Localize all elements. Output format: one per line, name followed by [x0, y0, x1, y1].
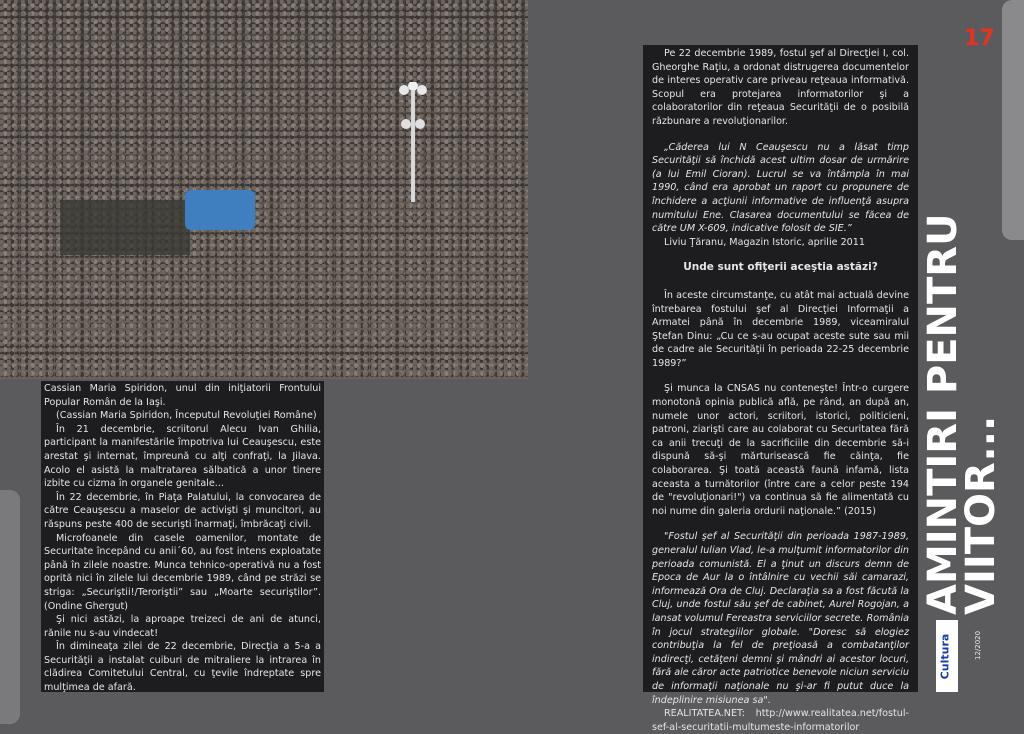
magazine-logo [936, 620, 958, 692]
blue-truck [185, 190, 255, 230]
crowd-vehicle [60, 200, 190, 255]
logo-text: Cultura [938, 633, 952, 680]
paragraph: În dimineaţa zilei de 22 decembrie, Direcţia a 5-a a Securităţii a instalat cuiburi de mitraliere la intrarea în clădirea Comitetului Central, cu ţevile îndreptate spre mulţimea de afară. [44, 641, 321, 694]
section-title [920, 213, 1004, 615]
paragraph: În aceste circumstanţe, cu atât mai actuală devine întrebarea fostului şef al Direcţiei Informaţii a Armatei până în decembrie 1989, viceamiralul Ştefan Dinu: „Cu ce s-au ocupat aceste sute sau mii de cadre ale Securităţii în perioada 22-25 decembrie 1989?” [652, 289, 909, 369]
quote-source: REALITATEA.NET: http://www.realitatea.net/fostul-sef-al-securitatii-multumeste-informatorilor [652, 708, 909, 733]
street-lamp [398, 82, 428, 202]
page-edge-tab-left [0, 490, 20, 724]
quote: "Fostul şef al Securităţii din perioada 1987-1989, generalul Iulian Vlad, le-a mulţumit informatorilor din perioada comunistă. El a ţinut un discurs demn de Epoca de Aur la o întâlnire cu vechii săi camarazi, informează Ora de Cluj. Declaraţia sa a fost făcută la Cluj, unde fostul său şef de cabinet, Aurel Rogojan, a lansat volumul Fereastra serviciilor secrete. România în jocul strategiilor globale. "Doresc să elogiez contribuţia la fel de preţioasă a combatanţilor indirecţi, cetăţeni demni şi mândri ai acestor locuri, fără ale căror acte patriotice benevole niciun serviciu de informaţii naţionale nu şi-ar fi putut duce la îndeplinire misiunea sa". [652, 531, 909, 706]
right-text-column [643, 45, 918, 733]
title-line: AMINTIRI PENTRU [920, 213, 966, 615]
paragraph: În 22 decembrie, în Piaţa Palatului, la convocarea de către Ceauşescu a maselor de activişti şi muncitori, au răspuns peste 400 de securişti înarmaţi, îmbrăcaţi civil. [44, 491, 321, 530]
page-edge-tab [1002, 0, 1024, 240]
paragraph: Pe 22 decembrie 1989, fostul şef al Direcţiei I, col. Gheorghe Raţiu, a ordonat distrugerea documentelor de interes operativ care priveau reţeaua informativă. Scopul era protejarea informatorilor şi a colaboratorilor din reţeaua Securităţii de o posibilă răzbunare a revoluţionarilor. [652, 48, 909, 127]
issue-date: 12/2020 [974, 630, 982, 660]
paragraph: Microfoanele din casele oamenilor, montate de Securitate începând cu anii´60, au fost intens exploatate până în zilele noastre. Munca tehnico-operativă nu a fost oprită nici în zilele lui decembrie 1989, când pe străzi se striga: „Securiştii!/Teroriştii” sau „Moarte securiştilor”. (Ondine Ghergut) [44, 532, 321, 612]
paragraph: Şi munca la CNSAS nu conteneşte! Într-o curgere monotonă opinia publică află, pe rând, an după an, numele unor actori, scriitori, istorici, politicieni, patroni, ziarişti care au colaborat cu Securitatea fără ca anii trecuţi de la sacrificiile din decembrie să-i dispună să-şi mărturisească fie căinţa, fie colaborarea. Şi toată această faună infamă, lista aceasta a turnătorilor (între care a celor peste 194 de "revoluţionari!") va continua să fie alimentată cu noi nume din galeria ordurii naţionale.” (2015) [652, 383, 909, 517]
paragraph: Cassian Maria Spiridon, unul din iniţiatorii Frontului Popular Român de la Iaşi. [44, 383, 321, 408]
paragraph: În 21 decembrie, scriitorul Alecu Ivan Ghilia, participant la manifestările împotriva lui Ceauşescu, este arestat şi internat, împreună cu alţi confraţi, la Jilava. Acolo el asistă la maltratarea sălbatică a unor tinere izbite cu cizma în organele genitale... [44, 423, 321, 490]
title-line: VIITOR... [958, 415, 1004, 615]
paragraph: (Cassian Maria Spiridon, Începutul Revoluţiei Române) [56, 410, 317, 422]
section-heading: Unde sunt ofiţerii aceştia astăzi? [683, 261, 878, 274]
crowd-photo [0, 0, 528, 379]
quote: „Căderea lui N Ceauşescu nu a lăsat timp Securităţii să închidă acest ultim dosar de urmărire (a lui Emil Cioran). Lucrul se va întâmpla în mai 1990, când era aprobat un raport cu propunere de închidere a acţiunii informative de influenţă asupra numitului Ene. Clasarea documentului se făcea de către UM X-609, indicative folosit de SIE.” [652, 141, 909, 235]
paragraph: Şi nici astăzi, la aproape treizeci de ani de atunci, rănile nu s-au vindecat! [44, 614, 321, 639]
left-text-column [41, 381, 324, 692]
quote-source: Liviu Ţăranu, Magazin Istoric, aprilie 2011 [664, 236, 865, 248]
page-number: 17 [964, 26, 995, 51]
